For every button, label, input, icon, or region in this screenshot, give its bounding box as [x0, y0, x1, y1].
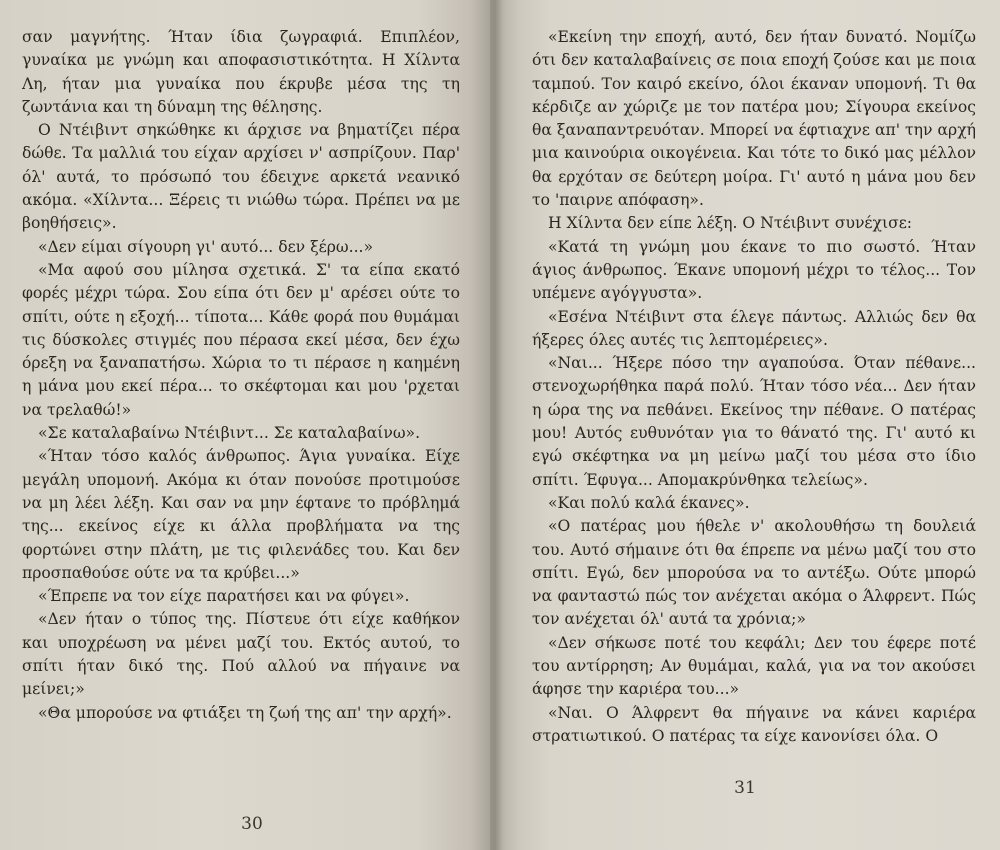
- left-paragraph-2: Ο Ντέιβιντ σηκώθηκε κι άρχισε να βηματίζει πέρα δώθε. Τα μαλλιά του είχαν αρχίσει ν' ασπρίζουν. Παρ' όλ' αυτά, το πρόσωπό του έδειχνε αρκετά νεανικό ακόμα. «Χίλντα... Ξέρεις τι νιώθω τώρα. Πρέπει να με βοηθήσεις».: [22, 121, 460, 233]
- right-paragraph-7: «Ο πατέρας μου ήθελε ν' ακολουθήσω τη δουλειά του. Αυτό σήμαινε ότι θα έπρεπε να μένω μαζί του στο σπίτι. Εγώ, δεν μπορούσα να το αντέξω. Ούτε μπορώ να φανταστώ πώς τον ανέχεται ακόμα ο Άλφρεντ. Πώς τον ανέχεται όλ' αυτά τα χρόνια;»: [532, 517, 976, 629]
- right-page-text: [532, 26, 976, 748]
- left-paragraph-3: «Δεν είμαι σίγουρη γι' αυτό... δεν ξέρω...»: [38, 237, 374, 256]
- right-paragraph-5: «Ναι... Ήξερε πόσο την αγαπούσα. Όταν πέθανε... στενοχωρήθηκα παρά πολύ. Ήταν τόσο νέα... Δεν ήταν η ώρα της να πεθάνει. Εκείνος την πέθανε. Ο πατέρας μου! Αυτός ευθυνόταν για το θάνατό της. Γι' αυτό κι εγώ σκέφτηκα να μη μείνω μαζί του μέσα στο ίδιο σπίτι. Έφυγα... Απομακρύνθηκα τελείως».: [532, 354, 976, 489]
- right-page-number: 31: [734, 777, 756, 798]
- left-paragraph-1: σαν μαγνήτης. Ήταν ίδια ζωγραφιά. Επιπλέον, γυναίκα με γνώμη και αποφασιστικότητα. Η Χίλντα Λη, ήταν μια γυναίκα που έκρυβε μέσα της τη ζωντάνια και τη δύναμη της θέλησης.: [22, 28, 460, 116]
- right-paragraph-3: «Κατά τη γνώμη μου έκανε το πιο σωστό. Ήταν άγιος άνθρωπος. Έκανε υπομονή μέχρι το τέλος... Τον υπέμενε αγόγγυστα».: [532, 237, 976, 303]
- left-paragraph-5: «Σε καταλαβαίνω Ντέιβιντ... Σε καταλαβαίνω».: [38, 424, 421, 443]
- right-paragraph-6: «Και πολύ καλά έκανες».: [548, 493, 750, 512]
- right-paragraph-8: «Δεν σήκωσε ποτέ του κεφάλι; Δεν του έφερε ποτέ του αντίρρηση; Αν θυμάμαι, καλά, για να τον ακούσει άφησε την καριέρα του...»: [532, 633, 976, 699]
- left-paragraph-4: «Μα αφού σου μίλησα σχετικά. Σ' τα είπα εκατό φορές μέχρι τώρα. Σου είπα ότι δεν μ' αρέσει ούτε το σπίτι, ούτε η εξοχή... τίποτα... Κάθε φορά που θυμάμαι τις δύσκολες στιγμές που πέρασα εκεί μέσα, δεν έχω όρεξη να ξαναπατήσω. Χώρια το τι πέρασε η καημένη η μάνα μου εκεί πέρα... το σκέφτομαι και μου 'ρχεται να τρελαθώ!»: [22, 260, 460, 419]
- left-page: [0, 0, 490, 850]
- right-paragraph-2: Η Χίλντα δεν είπε λέξη. Ο Ντέιβιντ συνέχισε:: [548, 214, 913, 233]
- left-paragraph-6: «Ήταν τόσο καλός άνθρωπος. Άγια γυναίκα. Είχε μεγάλη υπομονή. Ακόμα κι όταν πονούσε προτιμούσε να μη λέει λέξη. Και σαν να μην έφτανε το πρόβλημά της... εκείνος είχε κι άλλα προβλήματα να της φορτώνει στην πλάτη, με τις φιλενάδες του. Και δεν προσπαθούσε ούτε να τα κρύβει...»: [22, 447, 460, 582]
- left-paragraph-7: «Έπρεπε να τον είχε παρατήσει και να φύγει».: [38, 587, 410, 606]
- right-paragraph-9: «Ναι. Ο Άλφρεντ θα πήγαινε να κάνει καριέρα στρατιωτικού. Ο πατέρας τα είχε κανονίσει όλα. Ο: [532, 703, 976, 745]
- left-page-number: 30: [241, 813, 263, 834]
- right-page: [490, 0, 1000, 850]
- left-page-text: [22, 26, 460, 725]
- right-paragraph-4: «Εσένα Ντέιβιντ στα έλεγε πάντως. Αλλιώς δεν θα ήξερες όλες αυτές τις λεπτομέρειες».: [532, 307, 976, 349]
- left-paragraph-9: «Θα μπορούσε να φτιάξει τη ζωή της απ' την αρχή».: [38, 703, 452, 722]
- right-paragraph-1: «Εκείνη την εποχή, αυτό, δεν ήταν δυνατό. Νομίζω ότι δεν καταλαβαίνεις σε ποια εποχή ζούσε και με ποια ταμπού. Τον καιρό εκείνο, όλοι έκαναν υπομονή. Τι θα κέρδιζε αν χώριζε με τον πατέρα μου; Σίγουρα εκείνος θα ξαναπαντρευόταν. Μπορεί να έφτιαχνε απ' την αρχή μια καινούρια οικογένεια. Και τότε το δικό μας μέλλον θα ερχόταν σε δεύτερη μοίρα. Γι' αυτό η μάνα μου δεν το 'παιρνε απόφαση».: [532, 28, 976, 210]
- left-paragraph-8: «Δεν ήταν ο τύπος της. Πίστευε ότι είχε καθήκον και υποχρέωση να μένει μαζί του. Εκτός αυτού, το σπίτι ήταν δικό της. Πού αλλού να πήγαινε να μείνει;»: [22, 610, 460, 699]
